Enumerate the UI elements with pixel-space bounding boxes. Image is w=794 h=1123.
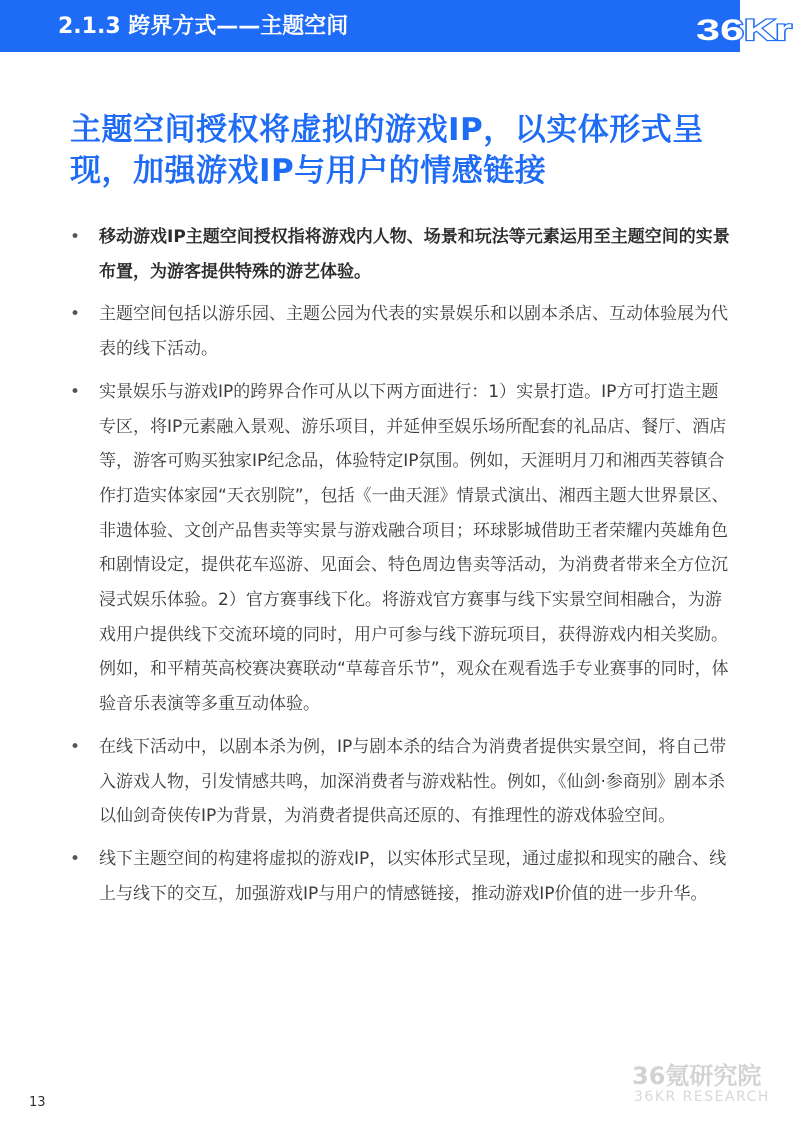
headline: 主题空间授权将虚拟的游戏IP，以实体形式呈现，加强游戏IP与用户的情感链接 xyxy=(70,112,704,189)
header-band xyxy=(0,0,740,52)
bullet-text: 线下主题空间的构建将虚拟的游戏IP，以实体形式呈现，通过虚拟和现实的融合、线上与线下的交互，加强游戏IP与用户的情感链接，推动游戏IP价值的进一步升华。 xyxy=(99,848,727,904)
bullet-item xyxy=(70,375,730,722)
watermark-en: 36KR RESEARCH xyxy=(634,1089,770,1105)
watermark-cn: 36氪研究院 xyxy=(632,1062,762,1090)
brand-logo-text: 36Kr xyxy=(696,14,793,47)
bullet-marker: • xyxy=(70,736,81,757)
bullet-item xyxy=(70,842,730,911)
bullet-text: 移动游戏IP主题空间授权指将游戏内人物、场景和玩法等元素运用至主题空间的实景布置，为游客提供特殊的游艺体验。 xyxy=(99,227,730,282)
bullet-item xyxy=(70,297,730,366)
bullet-marker: • xyxy=(70,304,81,325)
bullet-text: 实景娱乐与游戏IP的跨界合作可从以下两方面进行：1）实景打造。IP方可打造主题专区，将IP元素融入景观、游乐项目，并延伸至娱乐场所配套的礼品店、餐厅、酒店等，游客可购买独家IP纪念品，体验特定IP氛围。例如，天涯明月刀和湘西芙蓉镇合作打造实体家园“天衣别院”，包括《一曲天涯》情景式演出、湘西主题大世界景区、非遗体验、文创产品售卖等实景与游戏融合项目；环球影城借助王者荣耀内英雄角色和剧情设定，提供花车巡游、见面会、特色周边售卖等活动，为消费者带来全方位沉浸式娱乐体验。2）官方赛事线下化。将游戏官方赛事与线下实景空间相融合，为游戏用户提供线下交流环境的同时，用户可参与线下游玩项目，获得游戏内相关奖励。例如，和平精英高校赛决赛联动“草莓音乐节”，观众在观看选手专业赛事的同时，体验音乐表演等多重互动体验。 xyxy=(99,381,729,715)
bullet-marker: • xyxy=(70,227,81,247)
section-title: 2.1.3 跨界方式——主题空间 xyxy=(58,14,349,39)
page-number: 13 xyxy=(29,1095,46,1110)
bullet-marker: • xyxy=(70,381,81,402)
bullet-item xyxy=(70,730,730,834)
bullet-marker: • xyxy=(70,848,81,869)
bullet-text: 主题空间包括以游乐园、主题公园为代表的实景娱乐和以剧本杀店、互动体验展为代表的线下活动。 xyxy=(99,304,728,360)
bullet-list xyxy=(70,220,730,919)
bullet-item xyxy=(70,220,730,289)
brand-logo xyxy=(694,0,794,54)
bullet-text: 在线下活动中，以剧本杀为例，IP与剧本杀的结合为消费者提供实景空间，将自己带入游戏人物，引发情感共鸣，加深消费者与游戏粘性。例如，《仙剑·参商别》剧本杀以仙剑奇侠传IP为背景，为消费者提供高还原的、有推理性的游戏体验空间。 xyxy=(99,736,727,827)
